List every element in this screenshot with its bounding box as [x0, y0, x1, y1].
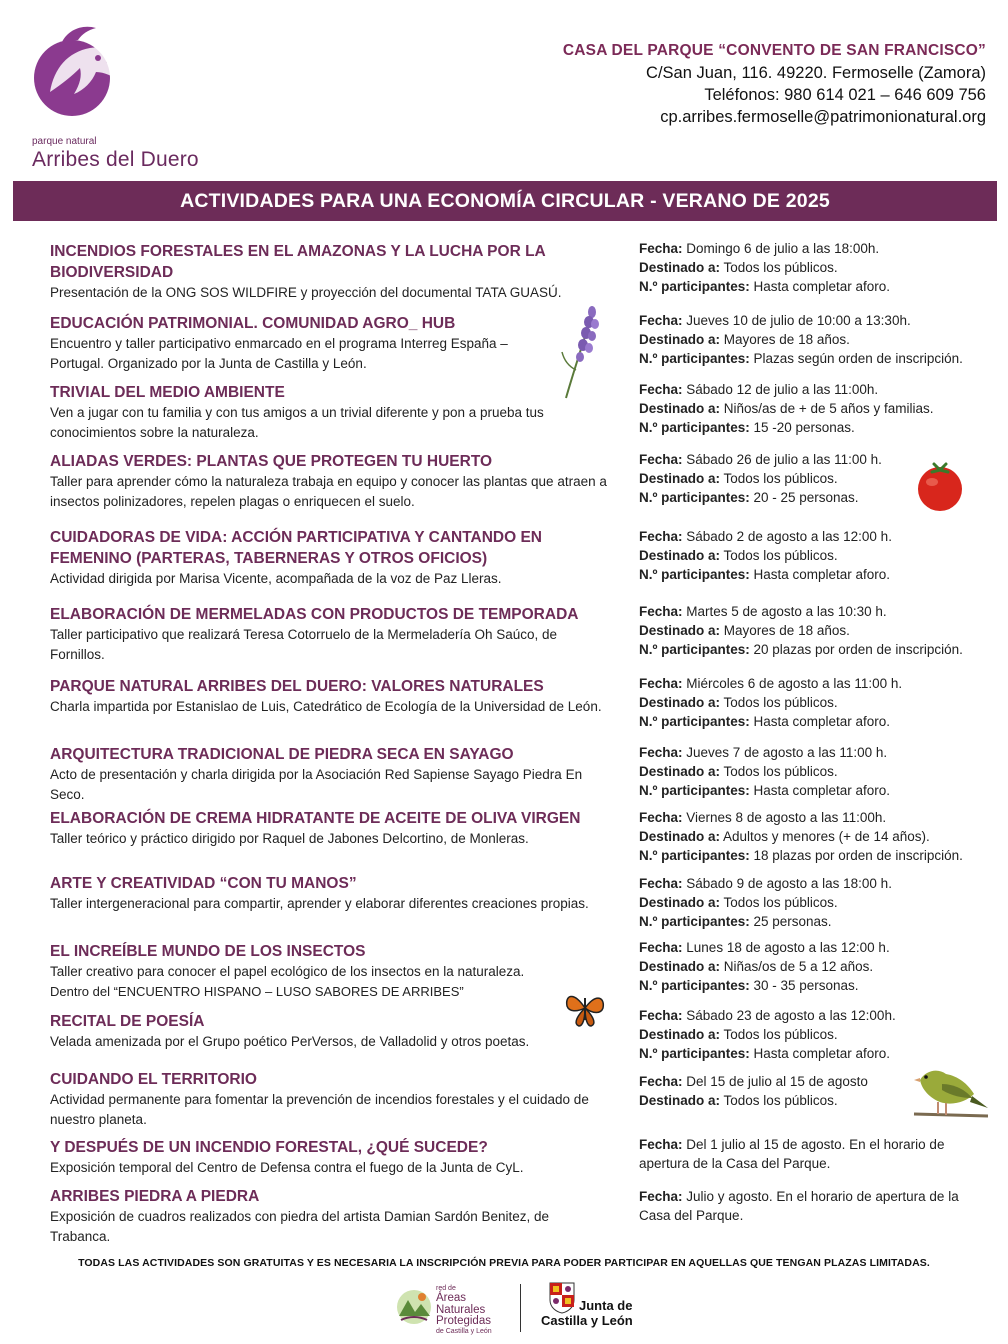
- activity-11: [50, 941, 620, 1001]
- ren-line4: de Castilla y León: [436, 1327, 492, 1335]
- activity-description: Exposición de cuadros realizados con piedra del artista Damian Sardón Benitez, de Trabanca.: [50, 1209, 550, 1244]
- fecha-label: Fecha:: [639, 1189, 683, 1204]
- fecha-label: Fecha:: [639, 452, 683, 467]
- activity-title: EDUCACIÓN PATRIMONIAL. COMUNIDAD AGRO_ HUB: [50, 315, 456, 332]
- activity-description: Taller teórico y práctico dirigido por Raquel de Jabones Delcortino, de Monleras.: [50, 831, 529, 846]
- activity-info-5: [639, 527, 1004, 584]
- activity-title: CUIDANDO EL TERRITORIO: [50, 1071, 257, 1088]
- activity-info-3: [639, 380, 1004, 437]
- activity-6: [50, 604, 620, 664]
- destinado-value: Todos los públicos.: [723, 260, 838, 275]
- parque-logo-icon: [32, 22, 132, 130]
- destinado-label: Destinado a:: [639, 548, 721, 563]
- activity-description: Presentación de la ONG SOS WILDFIRE y proyección del documental TATA GUASÚ.: [50, 285, 562, 300]
- junta-line2: Castilla y León: [541, 1313, 633, 1328]
- activity-title: PARQUE NATURAL ARRIBES DEL DUERO: VALORES NATURALES: [50, 678, 544, 695]
- activity-14: [50, 1137, 620, 1178]
- footer-note: TODAS LAS ACTIVIDADES SON GRATUITAS Y ES NECESARIA LA INSCRIPCIÓN PREVIA PARA PODER PARTICIPAR EN AQUELLAS QUE TENGAN PLAZAS LIMITADAS.: [78, 1257, 930, 1269]
- fecha-label: Fecha:: [639, 940, 683, 955]
- participantes-label: N.º participantes:: [639, 1046, 750, 1061]
- activity-description: Actividad permanente para fomentar la prevención de incendios forestales y el cuidado de nuestro planeta.: [50, 1092, 589, 1127]
- fecha-value: Domingo 6 de julio a las 18:00h.: [686, 241, 880, 256]
- activity-info-8: [639, 743, 1004, 800]
- destinado-label: Destinado a:: [639, 764, 721, 779]
- lavender-icon: [556, 300, 606, 400]
- ren-line3: Protegidas: [436, 1315, 491, 1327]
- participantes-label: N.º participantes:: [639, 420, 750, 435]
- fecha-label: Fecha:: [639, 313, 683, 328]
- destinado-value: Todos los públicos.: [723, 548, 838, 563]
- destinado-label: Destinado a:: [639, 895, 721, 910]
- activity-9: [50, 808, 620, 849]
- activity-5: [50, 527, 620, 589]
- participantes-value: Hasta completar aforo.: [753, 279, 891, 294]
- fecha-value: Miércoles 6 de agosto a las 11:00 h.: [686, 676, 903, 691]
- activity-description: Velada amenizada por el Grupo poético PerVersos, de Valladolid y otros poetas.: [50, 1034, 530, 1049]
- activity-title: ARQUITECTURA TRADICIONAL DE PIEDRA SECA EN SAYAGO: [50, 746, 514, 763]
- activity-description: Taller para aprender cómo la naturaleza trabaja en equipo y conocer las plantas que atraen a insectos polinizadores, repelen plagas o enriquecen el suelo.: [50, 474, 607, 509]
- destinado-label: Destinado a:: [639, 1027, 721, 1042]
- ren-line1: Áreas: [436, 1292, 467, 1304]
- destinado-value: Todos los públicos.: [723, 471, 838, 486]
- contact-phones: Teléfonos: 980 614 021 – 646 609 756: [704, 86, 986, 104]
- participantes-value: 18 plazas por orden de inscripción.: [753, 848, 963, 863]
- fecha-label: Fecha:: [639, 676, 683, 691]
- activity-1: [50, 241, 620, 303]
- activity-description: Ven a jugar con tu familia y con tus amigos a un trivial diferente y pon a prueba tus conocimientos sobre la naturaleza.: [50, 405, 544, 440]
- participantes-value: Plazas según orden de inscripción.: [753, 351, 963, 366]
- ren-small: red de: [436, 1285, 456, 1292]
- activity-15: [50, 1186, 620, 1246]
- fecha-value: Sábado 2 de agosto a las 12:00 h.: [686, 529, 892, 544]
- participantes-value: Hasta completar aforo.: [753, 1046, 891, 1061]
- activity-title: INCENDIOS FORESTALES EN EL AMAZONAS Y LA LUCHA POR LA BIODIVERSIDAD: [50, 243, 546, 281]
- destinado-label: Destinado a:: [639, 260, 721, 275]
- activity-10: [50, 873, 620, 914]
- destinado-value: Todos los públicos.: [723, 764, 838, 779]
- destinado-label: Destinado a:: [639, 623, 721, 638]
- fecha-label: Fecha:: [639, 1137, 683, 1152]
- contact-name: CASA DEL PARQUE “CONVENTO DE SAN FRANCISCO”: [562, 42, 986, 59]
- activity-4: [50, 451, 620, 511]
- participantes-value: 15 -20 personas.: [753, 420, 855, 435]
- activity-info-14: [639, 1135, 969, 1173]
- activity-info-7: [639, 674, 1004, 731]
- activity-description-extra: Dentro del “ENCUENTRO HISPANO – LUSO SABORES DE ARRIBES”: [50, 983, 464, 999]
- participantes-label: N.º participantes:: [639, 714, 750, 729]
- butterfly-icon: [563, 986, 607, 1030]
- destinado-label: Destinado a:: [639, 695, 721, 710]
- contact-email[interactable]: cp.arribes.fermoselle@patrimonionatural.org: [660, 108, 986, 126]
- participantes-value: Hasta completar aforo.: [753, 714, 891, 729]
- destinado-value: Mayores de 18 años.: [723, 332, 850, 347]
- destinado-label: Destinado a:: [639, 471, 721, 486]
- activity-info-15: [639, 1187, 969, 1225]
- fecha-value: Jueves 7 de agosto a las 11:00 h.: [686, 745, 888, 760]
- fecha-label: Fecha:: [639, 241, 683, 256]
- participantes-label: N.º participantes:: [639, 848, 750, 863]
- park-logo: [28, 22, 218, 172]
- activity-title: RECITAL DE POESÍA: [50, 1013, 205, 1030]
- fecha-label: Fecha:: [639, 382, 683, 397]
- participantes-value: Hasta completar aforo.: [753, 783, 891, 798]
- ren-logo-icon: [395, 1286, 433, 1328]
- participantes-value: 20 plazas por orden de inscripción.: [753, 642, 963, 657]
- activity-2: [50, 313, 620, 373]
- activity-title: ELABORACIÓN DE CREMA HIDRATANTE DE ACEITE DE OLIVA VIRGEN: [50, 810, 581, 827]
- participantes-label: N.º participantes:: [639, 914, 750, 929]
- destinado-value: Todos los públicos.: [723, 895, 838, 910]
- activity-info-1: [639, 239, 1004, 296]
- activity-description: Taller creativo para conocer el papel ecológico de los insectos en la naturaleza.: [50, 964, 525, 979]
- fecha-value: Sábado 23 de agosto a las 12:00h.: [686, 1008, 896, 1023]
- page-title: ACTIVIDADES PARA UNA ECONOMÍA CIRCULAR - VERANO DE 2025: [180, 189, 830, 212]
- activity-description: Actividad dirigida por Marisa Vicente, acompañada de la voz de Paz Lleras.: [50, 571, 502, 586]
- fecha-label: Fecha:: [639, 745, 683, 760]
- fecha-value: Martes 5 de agosto a las 10:30 h.: [686, 604, 887, 619]
- institution-logos: [395, 1280, 655, 1338]
- activity-title: ARTE Y CREATIVIDAD “CON TU MANOS”: [50, 875, 357, 892]
- participantes-label: N.º participantes:: [639, 642, 750, 657]
- fecha-label: Fecha:: [639, 810, 683, 825]
- junta-logo-text: [541, 1298, 633, 1328]
- destinado-label: Destinado a:: [639, 1093, 721, 1108]
- fecha-value: Julio y agosto. En el horario de apertura de la Casa del Parque.: [639, 1189, 959, 1223]
- fecha-value: Sábado 26 de julio a las 11:00 h.: [686, 452, 882, 467]
- activity-title: ARRIBES PIEDRA A PIEDRA: [50, 1188, 260, 1205]
- fecha-label: Fecha:: [639, 604, 683, 619]
- activity-description: Acto de presentación y charla dirigida por la Asociación Red Sapiense Sayago Piedra En Seco.: [50, 767, 583, 802]
- destinado-label: Destinado a:: [639, 829, 721, 844]
- participantes-value: 25 personas.: [753, 914, 832, 929]
- participantes-value: Hasta completar aforo.: [753, 567, 891, 582]
- destinado-label: Destinado a:: [639, 332, 721, 347]
- destinado-value: Todos los públicos.: [723, 695, 838, 710]
- logo-divider: [520, 1284, 521, 1332]
- activity-12: [50, 1011, 620, 1052]
- activity-description: Exposición temporal del Centro de Defensa contra el fuego de la Junta de CyL.: [50, 1160, 524, 1175]
- fecha-label: Fecha:: [639, 876, 683, 891]
- activity-info-2: [639, 311, 1004, 368]
- fecha-value: Viernes 8 de agosto a las 11:00h.: [686, 810, 887, 825]
- fecha-label: Fecha:: [639, 1008, 683, 1023]
- fecha-value: Jueves 10 de julio de 10:00 a 13:30h.: [686, 313, 911, 328]
- activity-3: [50, 382, 620, 442]
- activity-info-10: [639, 874, 1004, 931]
- participantes-value: 30 - 35 personas.: [753, 978, 859, 993]
- destinado-label: Destinado a:: [639, 401, 721, 416]
- destinado-value: Todos los públicos.: [723, 1093, 838, 1108]
- page-title-banner: [13, 181, 997, 221]
- participantes-label: N.º participantes:: [639, 567, 750, 582]
- activity-13: [50, 1069, 620, 1129]
- activity-description: Encuentro y taller participativo enmarcado en el programa Interreg España – Portugal. Organizado por la Junta de Castilla y León.: [50, 336, 508, 371]
- junta-line1: Junta de: [579, 1298, 633, 1313]
- fecha-value: Sábado 12 de julio a las 11:00h.: [686, 382, 879, 397]
- participantes-value: 20 - 25 personas.: [753, 490, 859, 505]
- activity-description: Taller intergeneracional para compartir, aprender y elaborar diferentes creaciones propias.: [50, 896, 589, 911]
- destinado-label: Destinado a:: [639, 959, 721, 974]
- destinado-value: Adultos y menores (+ de 14 años).: [723, 829, 930, 844]
- fecha-value: Del 15 de julio al 15 de agosto: [686, 1074, 868, 1089]
- activity-info-6: [639, 602, 1004, 659]
- activity-info-9: [639, 808, 1004, 865]
- logo-small-text: parque natural: [32, 136, 97, 147]
- activity-description: Taller participativo que realizará Teresa Cotorruelo de la Mermeladería Oh Saúco, de Fornillos.: [50, 627, 558, 662]
- contact-address: C/San Juan, 116. 49220. Fermoselle (Zamora): [646, 64, 986, 82]
- destinado-value: Todos los públicos.: [723, 1027, 838, 1042]
- participantes-label: N.º participantes:: [639, 351, 750, 366]
- participantes-label: N.º participantes:: [639, 490, 750, 505]
- activity-info-12: [639, 1006, 1004, 1063]
- destinado-value: Mayores de 18 años.: [723, 623, 850, 638]
- destinado-value: Niñas/os de 5 a 12 años.: [723, 959, 874, 974]
- bird-icon: [912, 1062, 990, 1122]
- contact-block: [563, 40, 986, 128]
- activity-title: ALIADAS VERDES: PLANTAS QUE PROTEGEN TU HUERTO: [50, 453, 493, 470]
- ren-line2: Naturales: [436, 1303, 486, 1316]
- destinado-value: Niños/as de + de 5 años y familias.: [723, 401, 934, 416]
- activity-title: TRIVIAL DEL MEDIO AMBIENTE: [50, 384, 285, 401]
- participantes-label: N.º participantes:: [639, 978, 750, 993]
- fecha-value: Lunes 18 de agosto a las 12:00 h.: [686, 940, 890, 955]
- participantes-label: N.º participantes:: [639, 783, 750, 798]
- activity-description: Charla impartida por Estanislao de Luis, Catedrático de Ecología de la Universidad de León.: [50, 699, 602, 714]
- activity-7: [50, 676, 620, 717]
- activity-title: CUIDADORAS DE VIDA: ACCIÓN PARTICIPATIVA Y CANTANDO EN FEMENINO (PARTERAS, TABERNERAS Y OTROS OFICIOS): [50, 529, 542, 567]
- logo-big-text: Arribes del Duero: [32, 148, 199, 171]
- ren-logo-text: [436, 1285, 492, 1336]
- fecha-label: Fecha:: [639, 529, 683, 544]
- fecha-label: Fecha:: [639, 1074, 683, 1089]
- fecha-value: Del 1 julio al 15 de agosto. En el horario de apertura de la Casa del Parque.: [639, 1137, 945, 1171]
- activity-title: Y DESPUÉS DE UN INCENDIO FORESTAL, ¿QUÉ SUCEDE?: [50, 1139, 488, 1156]
- activity-8: [50, 744, 620, 804]
- activity-title: ELABORACIÓN DE MERMELADAS CON PRODUCTOS DE TEMPORADA: [50, 606, 579, 623]
- activity-info-11: [639, 938, 1004, 995]
- activity-title: EL INCREÍBLE MUNDO DE LOS INSECTOS: [50, 943, 366, 960]
- fecha-value: Sábado 9 de agosto a las 18:00 h.: [686, 876, 892, 891]
- participantes-label: N.º participantes:: [639, 279, 750, 294]
- tomato-icon: [914, 460, 966, 512]
